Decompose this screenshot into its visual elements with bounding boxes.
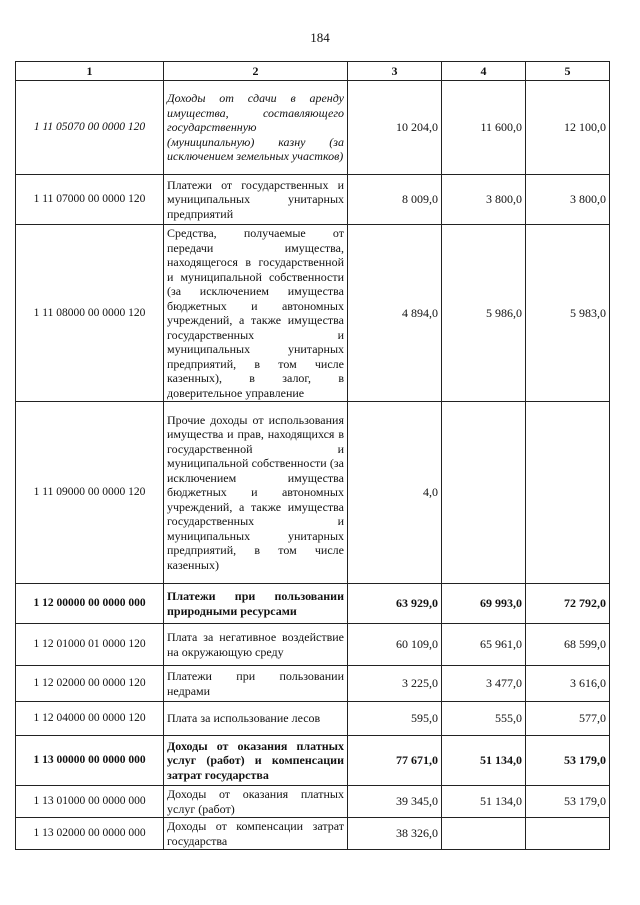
row-value-col5: 53 179,0 bbox=[526, 786, 610, 818]
row-value-col4: 11 600,0 bbox=[442, 81, 526, 175]
row-name: Платежи при пользовании недрами bbox=[164, 666, 348, 702]
row-value-col5: 12 100,0 bbox=[526, 81, 610, 175]
row-code: 1 12 00000 00 0000 000 bbox=[16, 584, 164, 624]
row-value-col5: 68 599,0 bbox=[526, 624, 610, 666]
row-value-col3: 38 326,0 bbox=[348, 818, 442, 850]
row-name: Плата за использование лесов bbox=[164, 702, 348, 736]
row-value-col5: 72 792,0 bbox=[526, 584, 610, 624]
column-header-2: 2 bbox=[164, 62, 348, 81]
row-value-col3: 63 929,0 bbox=[348, 584, 442, 624]
row-value-col3: 60 109,0 bbox=[348, 624, 442, 666]
row-name: Доходы от компенсации затрат государства bbox=[164, 818, 348, 850]
row-code: 1 12 04000 00 0000 120 bbox=[16, 702, 164, 736]
row-value-col3: 4 894,0 bbox=[348, 225, 442, 402]
row-value-col3: 10 204,0 bbox=[348, 81, 442, 175]
row-code: 1 13 00000 00 0000 000 bbox=[16, 736, 164, 786]
column-header-1: 1 bbox=[16, 62, 164, 81]
row-code: 1 11 05070 00 0000 120 bbox=[16, 81, 164, 175]
row-name: Плата за негативное воздействие на окружающую среду bbox=[164, 624, 348, 666]
row-value-col3: 595,0 bbox=[348, 702, 442, 736]
row-value-col4: 51 134,0 bbox=[442, 736, 526, 786]
row-value-col4: 65 961,0 bbox=[442, 624, 526, 666]
table-row bbox=[16, 402, 610, 584]
column-header-3: 3 bbox=[348, 62, 442, 81]
table-row bbox=[16, 786, 610, 818]
table-row bbox=[16, 225, 610, 402]
table-row bbox=[16, 736, 610, 786]
table-row bbox=[16, 584, 610, 624]
row-name: Прочие доходы от использования имущества и прав, находящихся в государственной и муниципальной собственности (за исключением имущества бюджетных и автономных учреждений, а также имущества государственных и муниципальных унитарных предприятий, в том числе казенных) bbox=[164, 402, 348, 584]
table-row bbox=[16, 81, 610, 175]
row-code: 1 12 02000 00 0000 120 bbox=[16, 666, 164, 702]
row-value-col5: 3 800,0 bbox=[526, 175, 610, 225]
row-name: Средства, получаемые от передачи имущества, находящегося в государственной и муниципальной собственности (за исключением имущества бюджетных и автономных учреждений, а также имущества государственных и муниципальных унитарных предприятий, в том числе казенных), в залог, в доверительное управление bbox=[164, 225, 348, 402]
row-value-col4: 51 134,0 bbox=[442, 786, 526, 818]
row-value-col3: 4,0 bbox=[348, 402, 442, 584]
row-value-col5 bbox=[526, 402, 610, 584]
row-code: 1 13 01000 00 0000 000 bbox=[16, 786, 164, 818]
row-value-col3: 8 009,0 bbox=[348, 175, 442, 225]
budget-revenue-table bbox=[15, 61, 610, 850]
row-name: Доходы от сдачи в аренду имущества, составляющего государственную (муниципальную) казну (за исключением земельных участков) bbox=[164, 81, 348, 175]
page-number: 184 bbox=[310, 30, 330, 45]
table-row bbox=[16, 175, 610, 225]
row-value-col5: 3 616,0 bbox=[526, 666, 610, 702]
table-row bbox=[16, 818, 610, 850]
row-value-col4: 3 800,0 bbox=[442, 175, 526, 225]
row-code: 1 13 02000 00 0000 000 bbox=[16, 818, 164, 850]
row-name: Доходы от оказания платных услуг (работ) и компенсации затрат государства bbox=[164, 736, 348, 786]
row-value-col3: 3 225,0 bbox=[348, 666, 442, 702]
row-value-col3: 77 671,0 bbox=[348, 736, 442, 786]
row-code: 1 11 08000 00 0000 120 bbox=[16, 225, 164, 402]
row-value-col5: 53 179,0 bbox=[526, 736, 610, 786]
row-value-col5: 5 983,0 bbox=[526, 225, 610, 402]
row-code: 1 11 09000 00 0000 120 bbox=[16, 402, 164, 584]
column-header-5: 5 bbox=[526, 62, 610, 81]
row-value-col4 bbox=[442, 818, 526, 850]
row-value-col4 bbox=[442, 402, 526, 584]
row-value-col3: 39 345,0 bbox=[348, 786, 442, 818]
table-row bbox=[16, 624, 610, 666]
row-name: Платежи от государственных и муниципальных унитарных предприятий bbox=[164, 175, 348, 225]
row-code: 1 12 01000 01 0000 120 bbox=[16, 624, 164, 666]
row-value-col4: 69 993,0 bbox=[442, 584, 526, 624]
row-name: Платежи при пользовании природными ресурсами bbox=[164, 584, 348, 624]
table-header-row bbox=[16, 62, 610, 81]
row-value-col4: 3 477,0 bbox=[442, 666, 526, 702]
column-header-4: 4 bbox=[442, 62, 526, 81]
table-row bbox=[16, 702, 610, 736]
table-row bbox=[16, 666, 610, 702]
row-value-col4: 555,0 bbox=[442, 702, 526, 736]
row-code: 1 11 07000 00 0000 120 bbox=[16, 175, 164, 225]
row-value-col5 bbox=[526, 818, 610, 850]
row-value-col5: 577,0 bbox=[526, 702, 610, 736]
row-name: Доходы от оказания платных услуг (работ) bbox=[164, 786, 348, 818]
row-value-col4: 5 986,0 bbox=[442, 225, 526, 402]
